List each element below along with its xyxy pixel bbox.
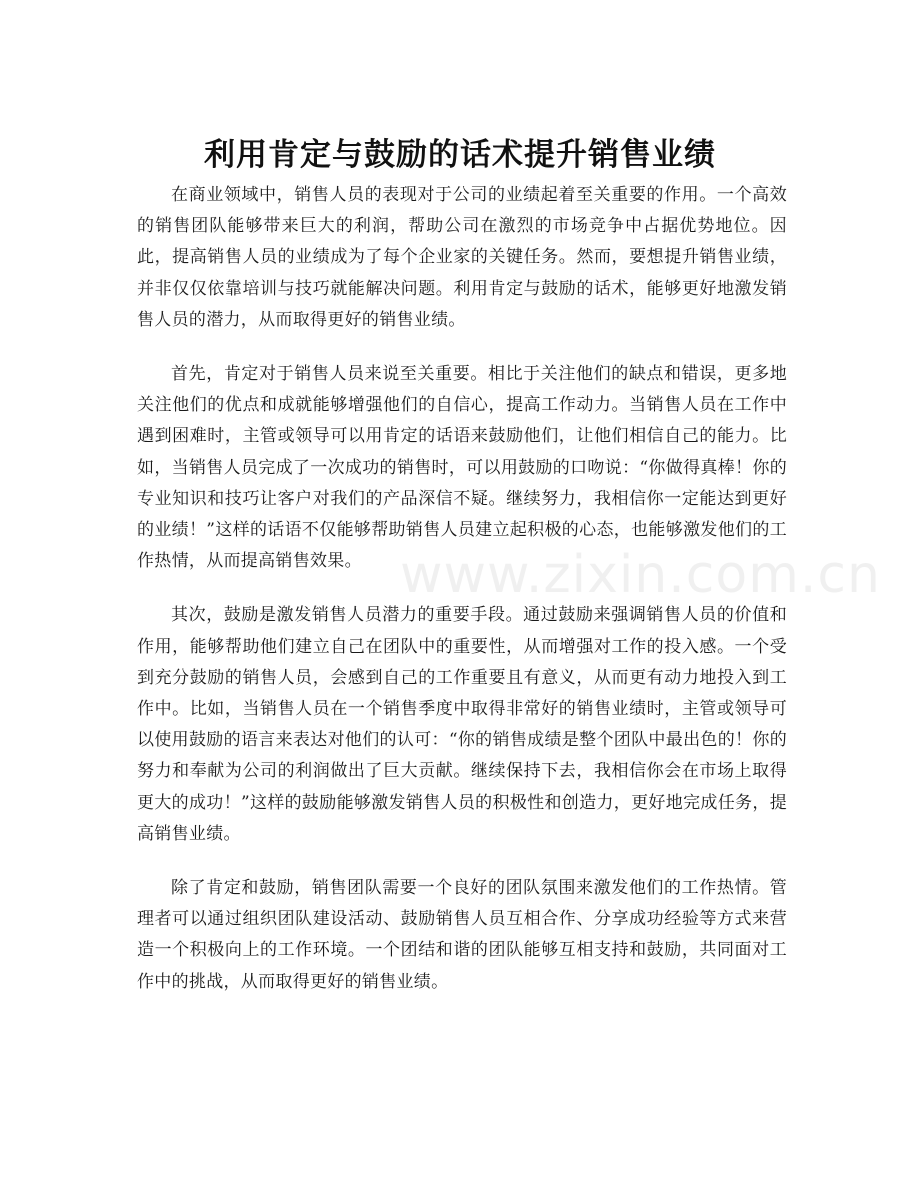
- document-body: [137, 180, 787, 1021]
- paragraph-1: 在商业领域中，销售人员的表现对于公司的业绩起着至关重要的作用。一个高效的销售团队能够带来巨大的利润，帮助公司在激烈的市场竞争中占据优势地位。因此，提高销售人员的业绩成为了每个企业家的关键任务。然而，要想提升销售业绩，并非仅仅依靠培训与技巧就能解决问题。利用肯定与鼓励的话术，能够更好地激发销售人员的潜力，从而取得更好的销售业绩。: [137, 185, 787, 330]
- document-title: 利用肯定与鼓励的话术提升销售业绩: [204, 136, 716, 173]
- paragraph-3: 其次，鼓励是激发销售人员潜力的重要手段。通过鼓励来强调销售人员的价值和作用，能够帮助他们建立自己在团队中的重要性，从而增强对工作的投入感。一个受到充分鼓励的销售人员，会感到自己的工作重要且有意义，从而更有动力地投入到工作中。比如，当销售人员在一个销售季度中取得非常好的销售业绩时，主管或领导可以使用鼓励的语言来表达对他们的认可：“你的销售成绩是整个团队中最出色的！你的努力和奉献为公司的利润做出了巨大贡献。继续保持下去，我相信你会在市场上取得更大的成功！”这样的鼓励能够激发销售人员的积极性和创造力，更好地完成任务，提高销售业绩。: [137, 605, 787, 844]
- watermark: www.zixin.com.cn: [400, 545, 881, 605]
- paragraph-4: 除了肯定和鼓励，销售团队需要一个良好的团队氛围来激发他们的工作热情。管理者可以通过组织团队建设活动、鼓励销售人员互相合作、分享成功经验等方式来营造一个积极向上的工作环境。一个团结和谐的团队能够互相支持和鼓励，共同面对工作中的挑战，从而取得更好的销售业绩。: [137, 878, 787, 992]
- paragraph-2: 首先，肯定对于销售人员来说至关重要。相比于关注他们的缺点和错误，更多地关注他们的优点和成就能够增强他们的自信心，提高工作动力。当销售人员在工作中遇到困难时，主管或领导可以用肯定的话语来鼓励他们，让他们相信自己的能力。比如，当销售人员完成了一次成功的销售时，可以用鼓励的口吻说：“你做得真棒！你的专业知识和技巧让客户对我们的产品深信不疑。继续努力，我相信你一定能达到更好的业绩！”这样的话语不仅能够帮助销售人员建立起积极的心态，也能够激发他们的工作热情，从而提高销售效果。: [137, 364, 787, 572]
